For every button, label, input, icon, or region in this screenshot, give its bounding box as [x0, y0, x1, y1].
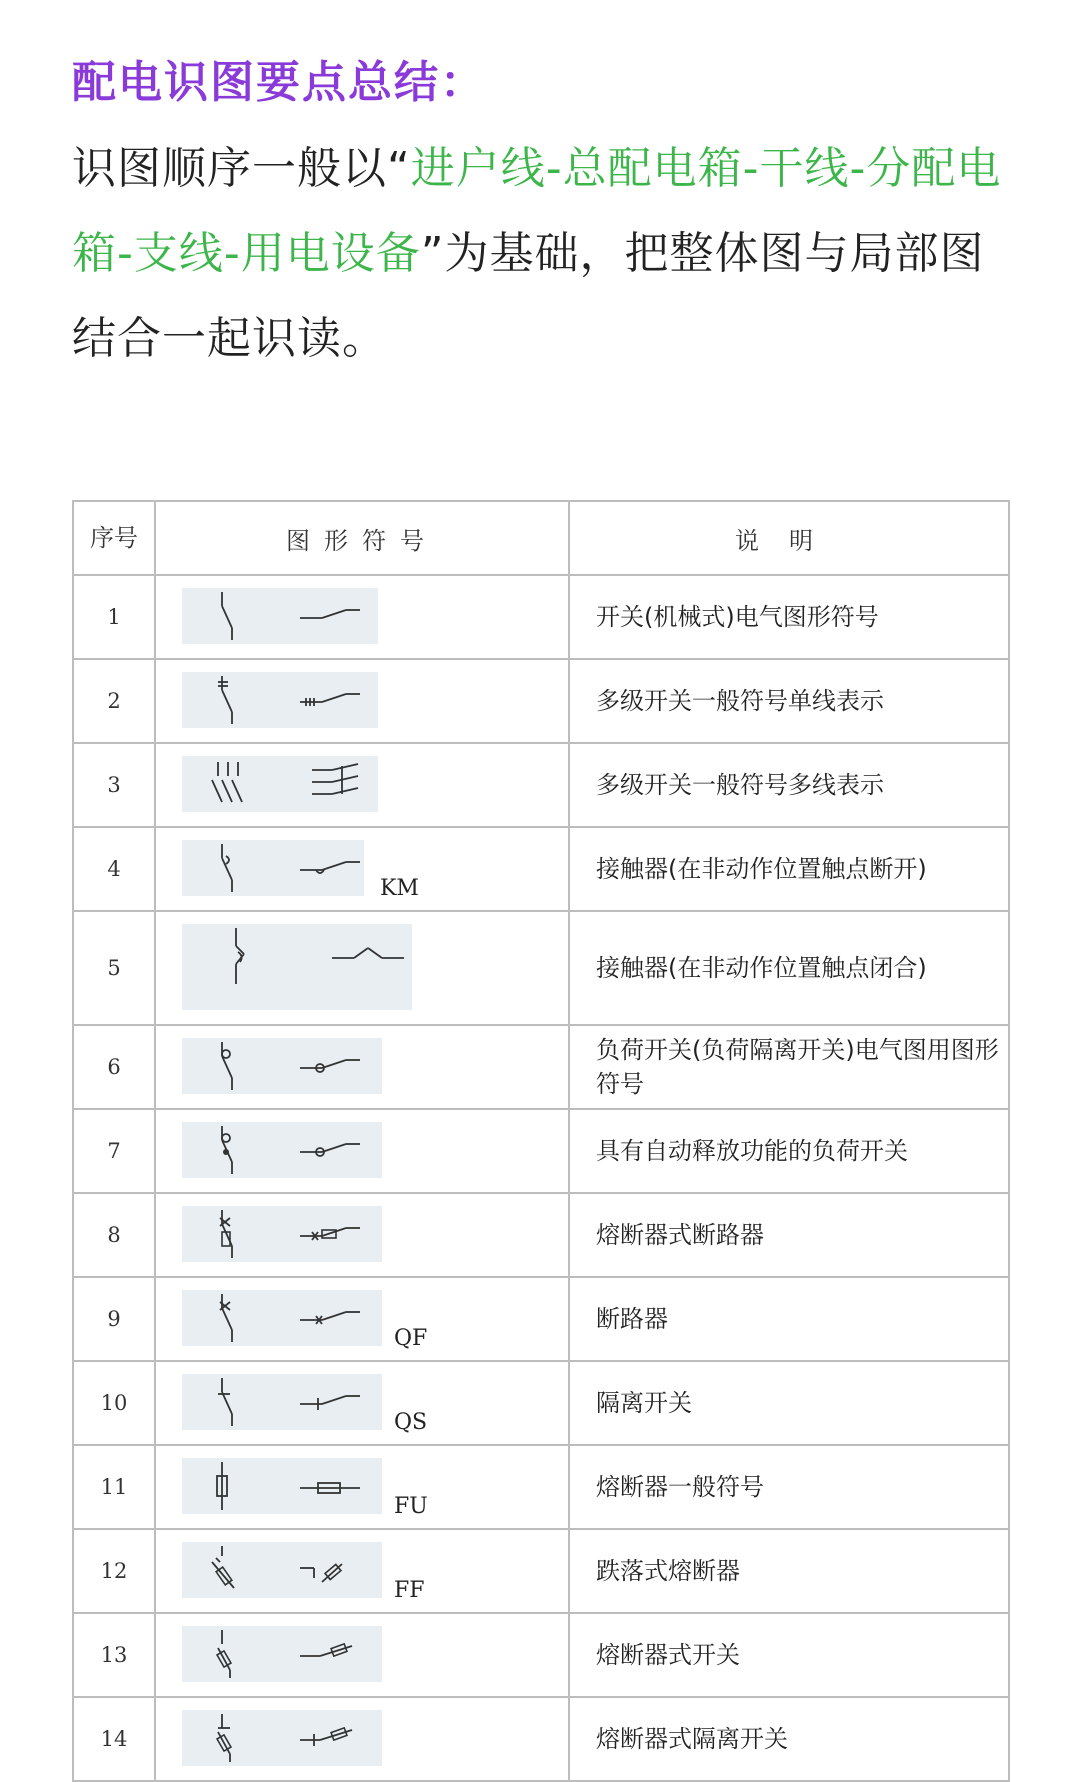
symbol-code: FF	[394, 1578, 425, 1603]
intro-highlight: 进户线-总配电箱-干线-分配电箱-支线-用电设备	[72, 143, 1002, 279]
row-symbol	[155, 911, 569, 1025]
symbol-graphic	[182, 672, 378, 728]
row-number: 14	[73, 1697, 155, 1781]
row-symbol	[155, 827, 569, 911]
row-description: 多级开关一般符号单线表示	[569, 659, 1009, 743]
row-symbol	[155, 1361, 569, 1445]
header-description: 说明	[569, 501, 1009, 575]
table-row	[73, 827, 1009, 911]
table-row	[73, 1529, 1009, 1613]
table-row	[73, 1361, 1009, 1445]
table-row	[73, 1697, 1009, 1781]
row-symbol	[155, 1193, 569, 1277]
row-symbol	[155, 1109, 569, 1193]
symbol-code: QF	[394, 1326, 428, 1351]
row-description: 接触器(在非动作位置触点断开)	[569, 827, 1009, 911]
row-description: 断路器	[569, 1277, 1009, 1361]
table-row	[73, 1445, 1009, 1529]
symbol-graphic	[182, 588, 378, 644]
table-row	[73, 743, 1009, 827]
row-number: 6	[73, 1025, 155, 1109]
row-number: 5	[73, 911, 155, 1025]
row-number: 13	[73, 1613, 155, 1697]
intro-text-end: ”为基础，把整体图与局部图结合一起识读。	[72, 228, 985, 364]
page-heading: 配电识图要点总结：	[72, 57, 486, 108]
row-number: 2	[73, 659, 155, 743]
row-description: 熔断器式隔离开关	[569, 1697, 1009, 1781]
table-row	[73, 1193, 1009, 1277]
row-description: 跌落式熔断器	[569, 1529, 1009, 1613]
symbol-code: QS	[394, 1410, 428, 1435]
symbol-code: KM	[380, 876, 419, 901]
symbol-graphic	[182, 1542, 382, 1598]
row-symbol	[155, 743, 569, 827]
table-body	[73, 575, 1009, 1781]
row-description: 熔断器式断路器	[569, 1193, 1009, 1277]
row-symbol	[155, 1613, 569, 1697]
symbol-table	[72, 500, 1010, 1782]
row-description: 隔离开关	[569, 1361, 1009, 1445]
row-number: 10	[73, 1361, 155, 1445]
row-symbol	[155, 575, 569, 659]
symbol-graphic	[182, 756, 378, 812]
symbol-graphic	[182, 1206, 382, 1262]
symbol-graphic	[182, 1374, 382, 1430]
symbol-code: FU	[394, 1494, 428, 1519]
row-number: 1	[73, 575, 155, 659]
row-number: 3	[73, 743, 155, 827]
row-description: 接触器(在非动作位置触点闭合)	[569, 911, 1009, 1025]
row-symbol	[155, 1025, 569, 1109]
table-row	[73, 1277, 1009, 1361]
table-row	[73, 911, 1009, 1025]
symbol-graphic	[182, 1038, 382, 1094]
row-symbol	[155, 659, 569, 743]
row-description: 负荷开关(负荷隔离开关)电气图用图形符号	[569, 1025, 1009, 1109]
row-symbol	[155, 1697, 569, 1781]
row-description: 具有自动释放功能的负荷开关	[569, 1109, 1009, 1193]
symbol-graphic	[182, 1290, 382, 1346]
row-number: 8	[73, 1193, 155, 1277]
symbol-graphic	[182, 1710, 382, 1766]
row-number: 7	[73, 1109, 155, 1193]
symbol-graphic	[182, 1122, 382, 1178]
row-symbol	[155, 1529, 569, 1613]
row-number: 12	[73, 1529, 155, 1613]
intro-text-start: 识图顺序一般以“	[72, 143, 411, 194]
table-row	[73, 1025, 1009, 1109]
symbol-graphic	[182, 840, 364, 896]
row-description: 多级开关一般符号多线表示	[569, 743, 1009, 827]
row-description: 熔断器一般符号	[569, 1445, 1009, 1529]
table-header-row	[73, 501, 1009, 575]
symbol-graphic	[182, 1626, 382, 1682]
table-row	[73, 1109, 1009, 1193]
symbol-graphic	[182, 924, 412, 1010]
row-description: 熔断器式开关	[569, 1613, 1009, 1697]
row-number: 11	[73, 1445, 155, 1529]
row-number: 4	[73, 827, 155, 911]
row-symbol	[155, 1445, 569, 1529]
table-row	[73, 575, 1009, 659]
header-symbol: 图形符号	[155, 501, 569, 575]
intro-paragraph	[72, 126, 1012, 381]
table-row	[73, 1613, 1009, 1697]
table-row	[73, 659, 1009, 743]
row-description: 开关(机械式)电气图形符号	[569, 575, 1009, 659]
row-symbol	[155, 1277, 569, 1361]
row-number: 9	[73, 1277, 155, 1361]
header-number: 序号	[73, 501, 155, 575]
symbol-graphic	[182, 1458, 382, 1514]
